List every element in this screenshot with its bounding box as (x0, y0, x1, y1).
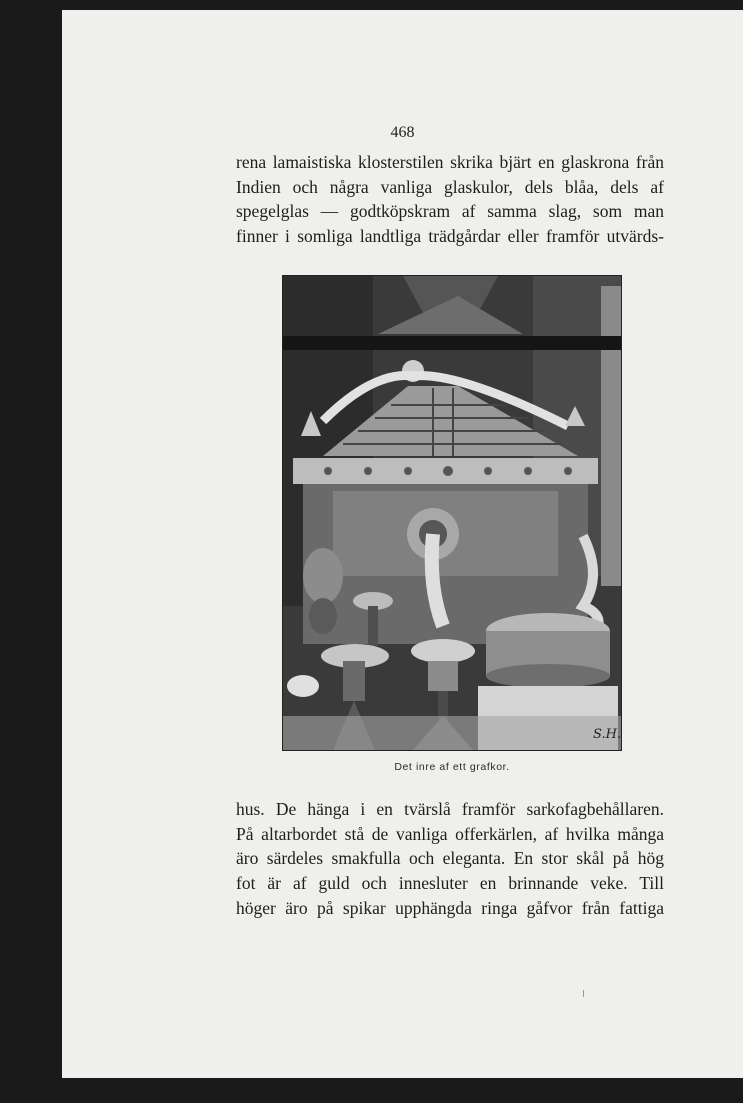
text-line: fot är af guld och innesluter en brinnande veke. Till (236, 873, 664, 894)
artist-signature: S.H. (593, 727, 621, 742)
text-line: Indien och några vanliga glaskulor, dels blåa, dels af (236, 176, 664, 197)
text-line: finner i somliga landtliga trädgårdar eller framför utvärds- (236, 226, 664, 247)
book-page (62, 10, 743, 1078)
text-line: höger äro på spikar upphängda ringa gåfvor från fattiga (236, 897, 664, 918)
text-line: spegelglas — godtköpskram af samma slag, som man (236, 201, 664, 222)
shrine-engraving-image (283, 276, 621, 750)
text-line: hus. De hänga i en tvärslå framför sarkofagbehållaren. (236, 799, 664, 819)
page-mark (583, 990, 584, 997)
shrine-illustration (282, 275, 622, 751)
paragraph-bottom (236, 797, 664, 921)
figure-caption: Det inre af ett grafkor. (394, 761, 510, 773)
text-line: äro särdeles smakfulla och eleganta. En stor skål på hög (236, 848, 664, 869)
page-number: 468 (390, 124, 415, 141)
text-line: På altarbordet stå de vanliga offerkärlen, af hvilka många (236, 823, 664, 844)
text-line: rena lamaistiska klosterstilen skrika bjärt en glaskrona från (236, 152, 664, 172)
paragraph-top (236, 150, 664, 249)
